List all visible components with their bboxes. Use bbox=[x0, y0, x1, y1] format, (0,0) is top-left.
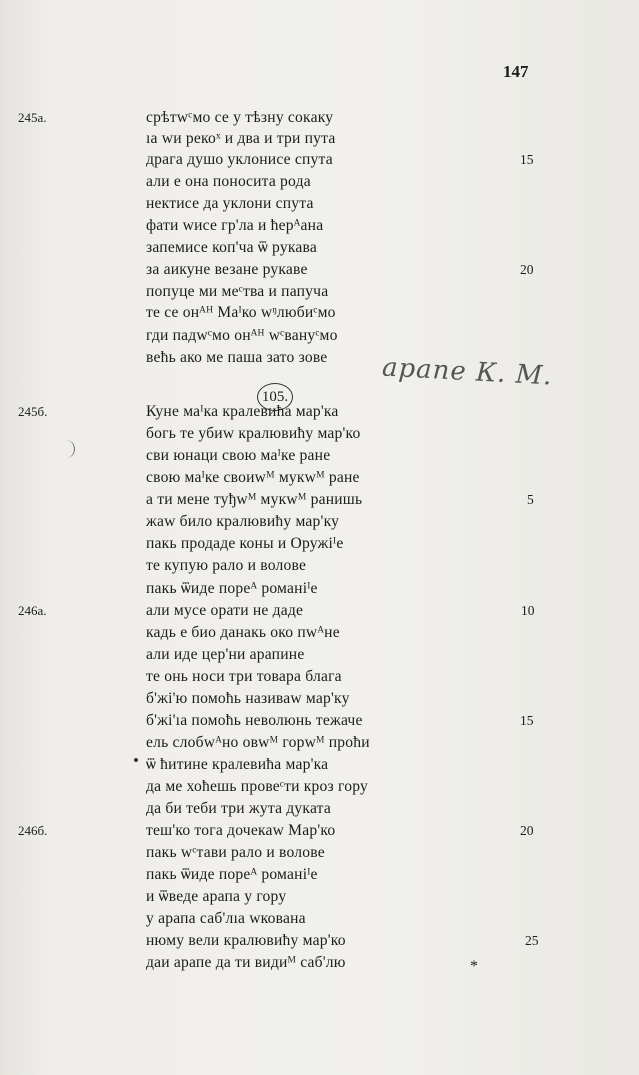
folio-reference: 245а. bbox=[18, 110, 47, 125]
poem-line: да би теби три жута дуката bbox=[146, 800, 332, 817]
folio-reference: 246а. bbox=[18, 603, 47, 618]
poem-line: Куне маᴵка кралевића мар'ка bbox=[146, 403, 339, 420]
poem-line: б'жі'ю помоћь називаw мар'ку bbox=[146, 690, 350, 707]
poem-line: ıа wи рекоˣ и два и три пута bbox=[146, 130, 336, 147]
margin-mark bbox=[66, 440, 75, 458]
poem-line: пакь ѿиде пореᴬ романіᴵе bbox=[146, 580, 318, 597]
page-number: 147 bbox=[503, 62, 529, 81]
poem-line: у арапа саб'лıа wкована bbox=[146, 910, 306, 927]
margin-dot bbox=[134, 758, 138, 762]
poem-line: кадь е био данакь око пwᴬне bbox=[146, 624, 340, 641]
poem-line: већь ако ме паша зато зове bbox=[146, 349, 328, 366]
verse-number: 20 bbox=[520, 823, 534, 838]
folio-reference: 246б. bbox=[18, 823, 48, 838]
poem-line: запемисе коп'ча ѿ рукава bbox=[146, 239, 317, 256]
poem-line: попуце ми меᶜтва и папуча bbox=[146, 283, 329, 300]
poem-line: пакь ѿиде пореᴬ романіᴵе bbox=[146, 866, 318, 883]
poem-line: те купую рало и волове bbox=[146, 557, 307, 574]
poem-line: нектисе да уклони спута bbox=[146, 195, 314, 212]
poem-line: да ме хоћешь провеᶜти кроз гору bbox=[146, 778, 368, 795]
poem-line: гди падwᶜмо онᴬᴴ wᶜвануᶜмо bbox=[146, 327, 338, 344]
poem-number: 105. bbox=[257, 383, 293, 411]
poem-line: пакь продаде коны и Оружіᴵе bbox=[146, 535, 344, 552]
poem-line: а ти мене туђwᴹ мукwᴹ ранишь bbox=[146, 491, 363, 508]
verse-number: 15 bbox=[520, 713, 534, 728]
poem-line: али мусе орати не даде bbox=[146, 602, 304, 619]
poem-line: фати wисе гр'ла и ћерᴬана bbox=[146, 217, 324, 234]
verse-number: 15 bbox=[520, 152, 534, 167]
verse-number: 20 bbox=[520, 262, 534, 277]
folio-reference: 245б. bbox=[18, 404, 48, 419]
poem-line: ѿ ћитине кралевића мар'ка bbox=[146, 756, 329, 773]
poem-line: теш'ко тога дочекаw Мар'ко bbox=[146, 822, 336, 839]
verse-number: 5 bbox=[527, 492, 534, 507]
poem-line: али иде цер'ни арапине bbox=[146, 646, 305, 663]
poem-line: за аикуне везане рукаве bbox=[146, 261, 308, 278]
poem-line: те онь носи три товара блага bbox=[146, 668, 342, 685]
verse-number: 10 bbox=[521, 603, 535, 618]
poem-line: пакь wᶜтави рало и волове bbox=[146, 844, 325, 861]
poem-line: али е она поноcита рода bbox=[146, 173, 311, 190]
poem-line: даи арапе да ти видиᴹ саб'лю bbox=[146, 954, 346, 971]
handwritten-note: арапе К. М. bbox=[381, 352, 554, 392]
poem-line: те се онᴬᴴ Маᴵко wᵑлюбиᶜмо bbox=[146, 304, 336, 321]
poem-line: нюму вели кралювићу мар'ко bbox=[146, 932, 346, 949]
poem-line: драга душо уклонисе спута bbox=[146, 151, 333, 168]
poem-line: ель слобwᴬно овwᴹ горwᴹ проћи bbox=[146, 734, 370, 751]
poem-line: б'жі'ıа помоћь неволюнь тежаче bbox=[146, 712, 363, 729]
poem-line: срѣтwᶜмо се у тѣзну сокаку bbox=[146, 109, 334, 126]
verse-number: 25 bbox=[525, 933, 539, 948]
poem-line: свою маᴵке своиwᴹ мукwᴹ ране bbox=[146, 469, 360, 486]
poem-line: жаw било кралювићу мар'ку bbox=[146, 513, 340, 530]
poem-line: и ѿведе арапа у гору bbox=[146, 888, 287, 905]
asterisk: * bbox=[470, 958, 478, 975]
poem-line: богь те убиw кралювићу мар'ко bbox=[146, 425, 361, 442]
poem-line: сви юнаци свою маᴵке ране bbox=[146, 447, 331, 464]
